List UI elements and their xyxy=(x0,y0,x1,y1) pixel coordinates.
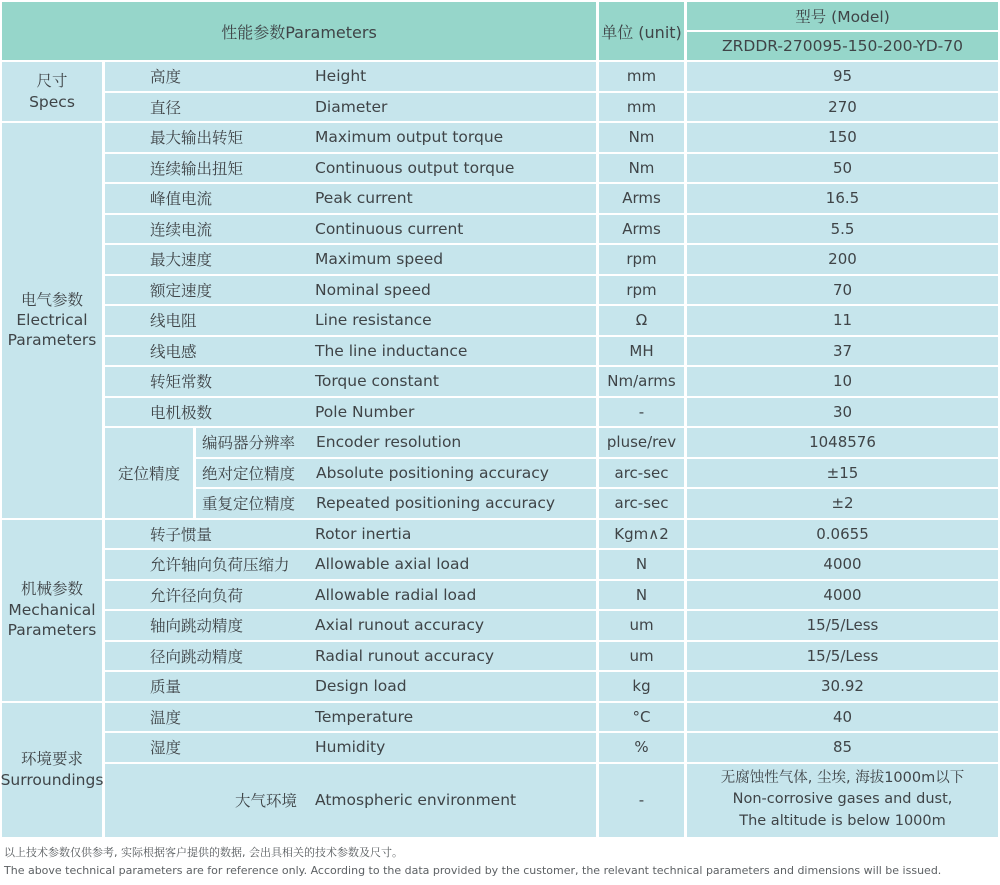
group-label-electrical xyxy=(2,123,102,518)
param-unit: arc-sec xyxy=(599,489,684,518)
param-name-cn: 高度 xyxy=(150,68,182,87)
param-name-en: Maximum speed xyxy=(315,250,444,269)
param-value: 95 xyxy=(687,62,998,91)
group-label-en: Specs xyxy=(29,92,75,111)
positioning-accuracy-subgroup xyxy=(105,428,998,518)
param-unit: pluse/rev xyxy=(599,428,684,457)
header-model-label: 型号 (Model) xyxy=(687,2,998,30)
param-unit: mm xyxy=(599,93,684,122)
param-name-en: Allowable axial load xyxy=(315,555,470,574)
header-model-column xyxy=(687,2,998,60)
param-unit: - xyxy=(599,398,684,427)
param-value: 10 xyxy=(687,367,998,396)
param-name-cn: 湿度 xyxy=(150,739,182,758)
param-name-cn: 允许径向负荷 xyxy=(150,586,244,605)
param-unit: mm xyxy=(599,62,684,91)
section-surroundings xyxy=(2,703,998,837)
param-name-en: Continuous output torque xyxy=(315,158,515,177)
spec-row xyxy=(105,306,998,335)
param-value: 16.5 xyxy=(687,184,998,213)
param-unit: Nm xyxy=(599,123,684,152)
param-unit: rpm xyxy=(599,245,684,274)
spec-row xyxy=(105,642,998,671)
param-name-en: Diameter xyxy=(315,97,388,116)
param-unit: rpm xyxy=(599,276,684,305)
footer-note-cn: 以上技术参数仅供参考, 实际根据客户提供的数据, 会出具相关的技术参数及尺寸。 xyxy=(4,845,403,859)
spec-row-atmospheric xyxy=(105,764,998,837)
param-name-en: Axial runout accuracy xyxy=(315,616,485,635)
param-name-cn: 电机极数 xyxy=(150,403,213,422)
group-label-cn: 环境要求 xyxy=(20,750,83,769)
param-name-cn: 最大速度 xyxy=(150,251,213,270)
param-unit: Ω xyxy=(599,306,684,335)
footer-notes xyxy=(4,844,1000,877)
param-name-cn: 线电阻 xyxy=(150,312,197,331)
group-label-en: Mechanical Parameters xyxy=(7,600,97,640)
param-name-en: Pole Number xyxy=(315,402,415,421)
param-name-cn: 连续电流 xyxy=(150,220,213,239)
param-name-cn: 转矩常数 xyxy=(150,373,213,392)
group-label-mechanical xyxy=(2,520,102,701)
param-name-cn: 编码器分辨率 xyxy=(202,434,296,453)
param-value: 11 xyxy=(687,306,998,335)
param-unit: Nm xyxy=(599,154,684,183)
param-unit: - xyxy=(599,764,684,837)
param-name-cn: 温度 xyxy=(150,708,182,727)
group-label-cn: 电气参数 xyxy=(20,290,83,309)
param-name-cn: 直径 xyxy=(150,98,182,117)
param-name-cn: 绝对定位精度 xyxy=(202,464,296,483)
param-value: 37 xyxy=(687,337,998,366)
param-name-cn: 转子惯量 xyxy=(150,525,213,544)
param-name-cn: 质量 xyxy=(150,678,182,697)
spec-row xyxy=(105,367,998,396)
spec-row xyxy=(105,611,998,640)
group-label-en: Surroundings xyxy=(0,770,104,789)
value-line: Non-corrosive gases and dust, xyxy=(732,791,953,808)
group-label-cn: 尺寸 xyxy=(36,72,68,91)
param-unit: N xyxy=(599,581,684,610)
param-name-en: Continuous current xyxy=(315,219,464,238)
param-value: 30.92 xyxy=(687,672,998,701)
param-name-en: Allowable radial load xyxy=(315,585,477,604)
spec-row xyxy=(105,703,998,732)
param-name-en: The line inductance xyxy=(315,341,468,360)
section-mechanical xyxy=(2,520,998,701)
param-value xyxy=(687,764,998,837)
param-value: 4000 xyxy=(687,581,998,610)
header-model-value: ZRDDR-270095-150-200-YD-70 xyxy=(687,32,998,60)
header-unit: 单位 (unit) xyxy=(599,2,684,60)
param-unit: Arms xyxy=(599,184,684,213)
group-label-surroundings xyxy=(2,703,102,837)
param-unit: Arms xyxy=(599,215,684,244)
param-name-cn: 大气环境 xyxy=(235,792,298,810)
param-name-en: Atmospheric environment xyxy=(315,791,517,809)
param-value: 15/5/Less xyxy=(687,642,998,671)
spec-row xyxy=(105,154,998,183)
spec-row xyxy=(105,276,998,305)
param-name-en: Humidity xyxy=(315,738,386,757)
param-value: 270 xyxy=(687,93,998,122)
param-value: ±15 xyxy=(687,459,998,488)
param-name-en: Nominal speed xyxy=(315,280,431,299)
spec-row xyxy=(105,550,998,579)
param-value: 200 xyxy=(687,245,998,274)
param-unit: N xyxy=(599,550,684,579)
spec-row xyxy=(196,459,998,488)
spec-row xyxy=(105,215,998,244)
spec-row xyxy=(105,520,998,549)
param-unit: um xyxy=(599,642,684,671)
param-unit: MH xyxy=(599,337,684,366)
param-name-en: Repeated positioning accuracy xyxy=(316,494,556,513)
param-value: 50 xyxy=(687,154,998,183)
param-value: 150 xyxy=(687,123,998,152)
param-name-cn: 径向跳动精度 xyxy=(150,647,244,666)
header-parameters: 性能参数Parameters xyxy=(2,2,596,60)
param-value: 15/5/Less xyxy=(687,611,998,640)
param-name-cn: 重复定位精度 xyxy=(202,495,296,514)
param-unit: um xyxy=(599,611,684,640)
param-name-cn: 额定速度 xyxy=(150,281,213,300)
param-value: 30 xyxy=(687,398,998,427)
value-line: 无腐蚀性气体, 尘埃, 海拔1000m以下 xyxy=(720,770,965,787)
param-name-en: Height xyxy=(315,67,367,86)
param-name-en: Design load xyxy=(315,677,407,696)
param-unit: % xyxy=(599,733,684,762)
param-unit: arc-sec xyxy=(599,459,684,488)
param-value: 5.5 xyxy=(687,215,998,244)
table-header xyxy=(2,2,998,60)
param-name-cn: 峰值电流 xyxy=(150,190,213,209)
spec-row xyxy=(105,123,998,152)
section-electrical xyxy=(2,123,998,518)
param-value: 1048576 xyxy=(687,428,998,457)
param-name-en: Encoder resolution xyxy=(316,433,462,452)
param-name-en: Torque constant xyxy=(315,372,439,391)
footer-note-en: The above technical parameters are for reference only. According to the data provided by the customer, the relevant technical parameters and dimensions will be issued. xyxy=(4,863,942,877)
param-name-en: Maximum output torque xyxy=(315,128,504,147)
param-value: 85 xyxy=(687,733,998,762)
value-line: The altitude is below 1000m xyxy=(739,812,946,829)
param-name-en: Peak current xyxy=(315,189,413,208)
param-value: 70 xyxy=(687,276,998,305)
param-name-en: Radial runout accuracy xyxy=(315,646,495,665)
param-name-en: Temperature xyxy=(315,707,414,726)
param-unit: kg xyxy=(599,672,684,701)
section-specs xyxy=(2,62,998,121)
param-name-cn: 轴向跳动精度 xyxy=(150,617,244,636)
param-value: 40 xyxy=(687,703,998,732)
group-label-en: Electrical Parameters xyxy=(7,311,97,350)
param-name-cn: 连续输出扭矩 xyxy=(150,159,244,178)
group-label-cn: 机械参数 xyxy=(20,580,83,599)
param-name-cn: 最大输出转矩 xyxy=(150,129,244,148)
spec-row xyxy=(105,62,998,91)
param-value: ±2 xyxy=(687,489,998,518)
spec-row xyxy=(105,581,998,610)
param-name-en: Line resistance xyxy=(315,311,432,330)
param-unit: °C xyxy=(599,703,684,732)
spec-row xyxy=(105,93,998,122)
param-value: 0.0655 xyxy=(687,520,998,549)
param-unit: Kgm∧2 xyxy=(599,520,684,549)
param-name-en: Absolute positioning accuracy xyxy=(316,463,549,482)
param-name-cn: 线电感 xyxy=(150,342,197,361)
spec-row xyxy=(196,428,998,457)
spec-row xyxy=(196,489,998,518)
param-name-en: Rotor inertia xyxy=(315,524,412,543)
spec-row xyxy=(105,398,998,427)
group-label-specs xyxy=(2,62,102,121)
spec-row xyxy=(105,337,998,366)
subgroup-label: 定位精度 xyxy=(105,428,193,518)
param-unit: Nm/arms xyxy=(599,367,684,396)
spec-row xyxy=(105,672,998,701)
spec-row xyxy=(105,184,998,213)
param-name-cn: 允许轴向负荷压缩力 xyxy=(150,556,290,575)
param-value: 4000 xyxy=(687,550,998,579)
spec-row xyxy=(105,245,998,274)
spec-row xyxy=(105,733,998,762)
